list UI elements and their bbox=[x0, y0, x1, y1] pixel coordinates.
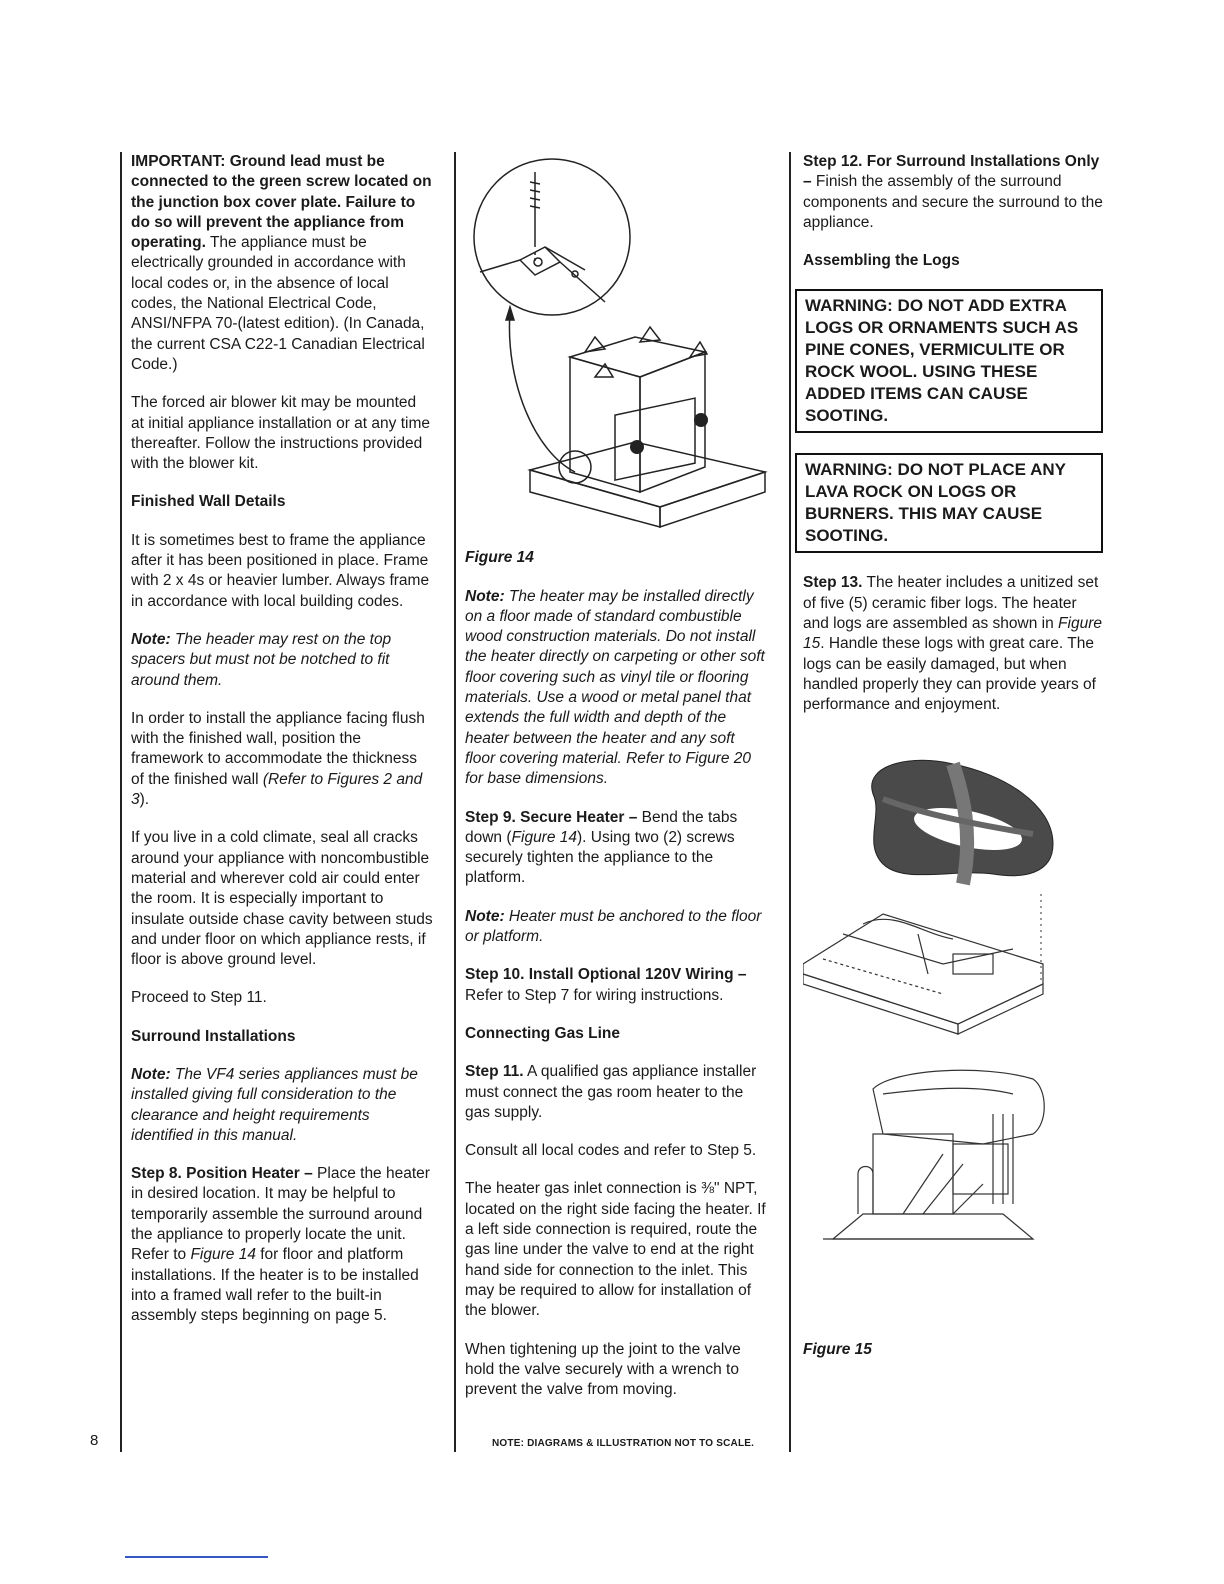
flush-text: In order to install the appliance facing flush with the finished wall, position the framework to accommodate the thickness of the finished wall bbox=[131, 709, 425, 788]
warning-extra-logs: WARNING: DO NOT ADD EXTRA LOGS OR ORNAMENTS SUCH AS PINE CONES, VERMICULITE OR ROCK WOOL. USING THESE ADDED ITEMS CAN CAUSE SOOTING. bbox=[795, 289, 1103, 433]
flush-paragraph bbox=[131, 709, 433, 810]
anchor-note bbox=[465, 907, 767, 948]
step12-text: Finish the assembly of the surround components and secure the surround to the appliance. bbox=[803, 173, 1103, 231]
column-3 bbox=[803, 152, 1103, 1378]
important-bold: IMPORTANT: Ground lead must be connected to the green screw located on the junction box cover plate. Failure to do so will prevent the appliance from operating. bbox=[131, 153, 432, 252]
step13-text: The heater includes a unitized set of five (5) ceramic fiber logs. The heater and logs are assembled as shown in bbox=[803, 574, 1099, 633]
detail-reference-circle bbox=[559, 451, 591, 483]
column-rule-left bbox=[120, 152, 122, 1452]
surround-heading: Surround Installations bbox=[131, 1027, 296, 1045]
surround-note-label: Note: bbox=[131, 1065, 171, 1083]
tighten-paragraph: When tightening up the joint to the valve hold the valve securely with a wrench to prevent the valve from moving. bbox=[465, 1340, 741, 1399]
detail-callout-circle bbox=[474, 159, 630, 315]
step13-rest: . Handle these logs with great care. The logs can be easily damaged, but when handled properly they can provide years of performance and enjoyment. bbox=[803, 635, 1096, 714]
figure-14-caption: Figure 14 bbox=[465, 549, 534, 567]
step8-paragraph bbox=[131, 1164, 433, 1326]
step11-text: A qualified gas appliance installer must connect the gas room heater to the gas supply. bbox=[465, 1063, 757, 1121]
step11-paragraph bbox=[465, 1062, 767, 1123]
step8-label: Step 8. Position Heater – bbox=[131, 1165, 313, 1183]
header-note-text: The header may rest on the top spacers but must not be notched to fit around them. bbox=[131, 630, 392, 689]
heater-platform-diagram bbox=[465, 152, 775, 532]
header-note-label: Note: bbox=[131, 630, 171, 648]
step9-figure-ref: Figure 14 bbox=[511, 828, 578, 846]
anchor-note-text: Heater must be anchored to the floor or platform. bbox=[465, 907, 762, 946]
step13-figure-ref: Figure 15 bbox=[803, 615, 1102, 653]
finished-wall-paragraph: It is sometimes best to frame the appliance after it has been positioned in place. Frame with 2 x 4s or heavier lumber. Always frame in accordance with local building codes. bbox=[131, 531, 430, 610]
surround-note-text: The VF4 series appliances must be installed giving full consideration to the clearance and height requirements identified in this manual. bbox=[131, 1065, 418, 1144]
column-2 bbox=[465, 152, 767, 1418]
figure-15-illustration bbox=[803, 734, 1103, 1330]
step12-paragraph bbox=[803, 152, 1103, 233]
blower-paragraph: The forced air blower kit may be mounted at initial appliance installation or at any time thereafter. Follow the instructions provided with the blower kit. bbox=[131, 394, 430, 473]
cold-climate-paragraph: If you live in a cold climate, seal all cracks around your appliance with noncombustible material and wherever cold air could enter the room. It is especially important to insulate outside chase cavity between studs and under floor on which appliance rests, if floor is above ground level. bbox=[131, 829, 433, 969]
step13-paragraph bbox=[803, 573, 1103, 715]
step10-label: Step 10. Install Optional 120V Wiring – bbox=[465, 966, 747, 984]
step11-label: Step 11. bbox=[465, 1063, 524, 1081]
column-rule-middle bbox=[454, 152, 456, 1452]
gas-line-heading: Connecting Gas Line bbox=[465, 1024, 621, 1042]
step8-text: Place the heater in desired location. It may be helpful to temporarily assemble the surround around the appliance to properly locate the unit. Refer to bbox=[131, 1165, 430, 1264]
warning-lava-rock: WARNING: DO NOT PLACE ANY LAVA ROCK ON LOGS OR BURNERS. THIS MAY CAUSE SOOTING. bbox=[795, 453, 1103, 553]
ceramic-log-set bbox=[872, 760, 1053, 884]
floor-note-label: Note: bbox=[465, 587, 505, 605]
step10-text: Refer to Step 7 for wiring instructions. bbox=[465, 986, 724, 1004]
proceed-paragraph: Proceed to Step 11. bbox=[131, 989, 267, 1007]
header-note bbox=[131, 630, 433, 691]
step12-label: Step 12. For Surround Installations Only – bbox=[803, 153, 1100, 191]
step9-paragraph bbox=[465, 808, 767, 889]
page-number: 8 bbox=[90, 1432, 99, 1449]
step9-rest: ). Using two (2) screws securely tighten the appliance to the platform. bbox=[465, 828, 735, 887]
inlet-paragraph: The heater gas inlet connection is ⅜" NPT, located on the right side facing the heater. If a left side connection is required, route the gas line under the valve to end at the right hand side for connection to the inlet. This may be required to allow for installation of the blower. bbox=[465, 1180, 766, 1320]
step8-figure-ref: Figure 14 bbox=[190, 1246, 256, 1264]
step10-paragraph bbox=[465, 965, 767, 1006]
step8-rest: for floor and platform installations. If the heater is to be installed into a framed wall refer to the built-in assembly steps beginning on page 5. bbox=[131, 1246, 419, 1325]
log-assembly-diagram bbox=[803, 734, 1063, 1324]
burner-assembly bbox=[803, 914, 1043, 1034]
bottom-rule bbox=[125, 1556, 268, 1558]
floor-note-text: The heater may be installed directly on a floor made of standard combustible wood construction materials. Do not install the heater directly on carpeting or other soft floor covering such as vinyl tile or flooring materials. Use a wood or metal panel that extends the full width and depth of the heater between the heater and any soft floor covering material. Refer to Figure 20 for base dimensions. bbox=[465, 587, 765, 788]
step13-label: Step 13. bbox=[803, 574, 863, 592]
surround-note bbox=[131, 1065, 433, 1146]
floor-note bbox=[465, 587, 767, 790]
important-rest: The appliance must be electrically grounded in accordance with local codes or, in the absence of local codes, the National Electrical Code, ANSI/NFPA 70-(latest edition). (In Canada, the current CSA C22-1 Canadian Electrical Code.) bbox=[131, 234, 425, 373]
flush-end: ). bbox=[139, 791, 150, 809]
column-1 bbox=[131, 152, 433, 1345]
figure-15-caption: Figure 15 bbox=[803, 1340, 872, 1358]
anchor-note-label: Note: bbox=[465, 907, 505, 925]
flush-ref: (Refer to Figures 2 and 3 bbox=[131, 770, 423, 809]
footer-note: NOTE: DIAGRAMS & ILLUSTRATION NOT TO SCALE. bbox=[492, 1438, 755, 1449]
step9-label: Step 9. Secure Heater – bbox=[465, 808, 638, 826]
consult-paragraph: Consult all local codes and refer to Step 5. bbox=[465, 1142, 757, 1160]
valve-detail bbox=[823, 1070, 1044, 1239]
assembling-logs-heading: Assembling the Logs bbox=[803, 252, 960, 270]
important-paragraph bbox=[131, 152, 433, 375]
column-rule-right bbox=[789, 152, 791, 1452]
finished-wall-heading: Finished Wall Details bbox=[131, 493, 286, 511]
figure-14-illustration bbox=[465, 152, 767, 538]
step9-text: Bend the tabs down ( bbox=[465, 808, 738, 846]
